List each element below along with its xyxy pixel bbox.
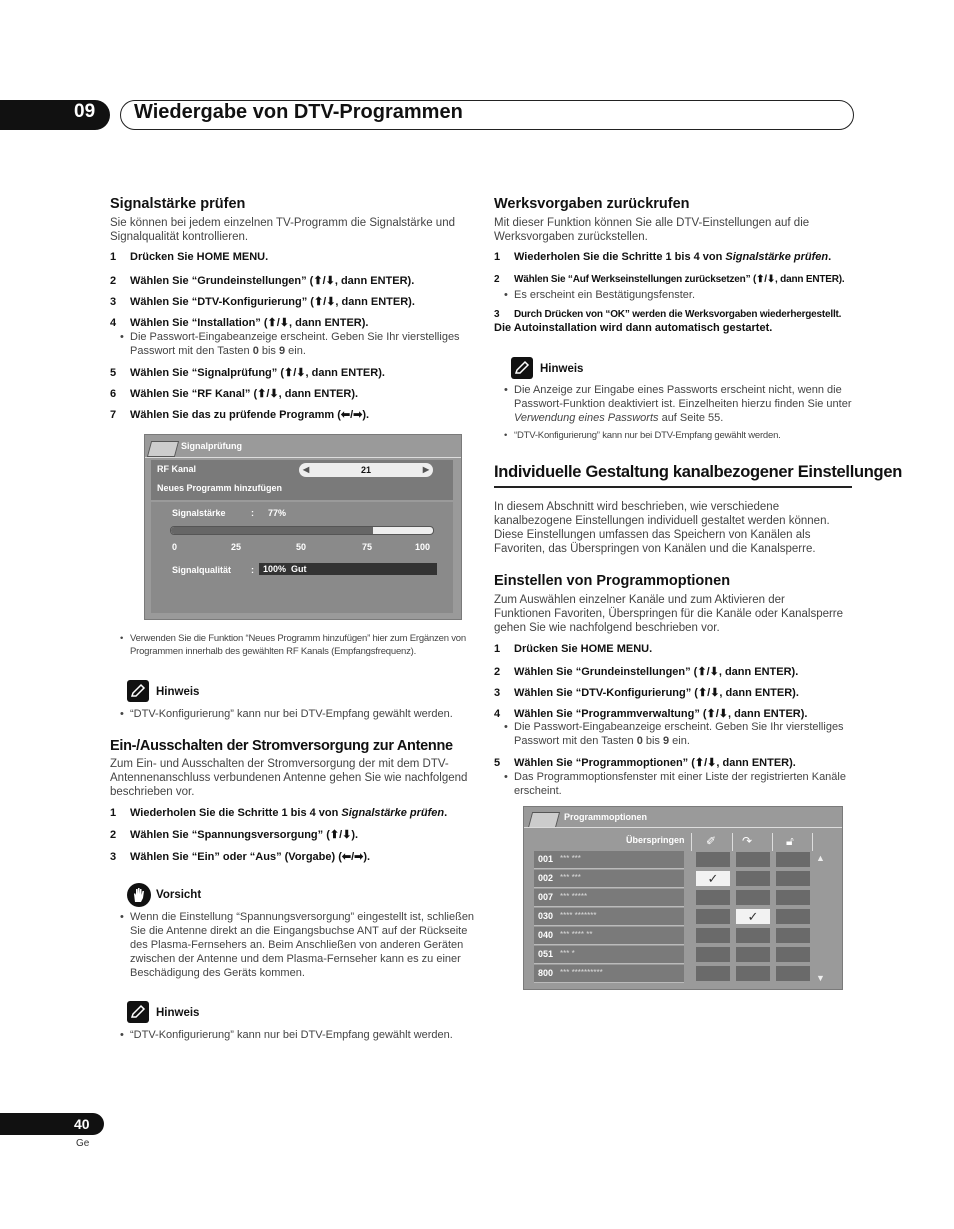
step-number: 3 bbox=[110, 851, 117, 863]
chapter-number: 09 bbox=[74, 101, 96, 122]
step-item bbox=[494, 686, 799, 699]
bullet-item: • Verwenden Sie die Funktion “Neues Programm hinzufügen” hier zum Ergänzen von Programmen innerhalb des gewählten RF Kanals (Empfangsfrequenz). bbox=[120, 632, 480, 658]
strength-label: Signalstärke bbox=[172, 508, 226, 518]
program-label-cell bbox=[534, 927, 684, 945]
section-title-antenna: Ein-/Ausschalten der Stromversorgung zur Antenne bbox=[110, 738, 453, 754]
bullet-text: bis bbox=[642, 735, 663, 747]
step-text: Drücken Sie HOME MENU. bbox=[514, 643, 653, 655]
section-intro: Sie können bei jedem einzelnen TV-Programm die Signalstärke und Signalqualität kontrollieren. bbox=[110, 217, 455, 243]
strength-value: 77% bbox=[268, 508, 287, 518]
bullet-text: ein. bbox=[669, 735, 690, 747]
section-title-channel-settings: Individuelle Gestaltung kanalbezogener Einstellungen bbox=[494, 463, 902, 481]
lock-cell[interactable] bbox=[776, 852, 810, 867]
step-number: 3 bbox=[494, 687, 501, 699]
note-title: Hinweis bbox=[156, 686, 200, 698]
step-text: Wählen Sie “Programmverwaltung” (⬆/⬇, dann ENTER). bbox=[514, 708, 808, 720]
step-item bbox=[110, 828, 358, 841]
bullet-item: • Das Programmoptionsfenster mit einer Liste der registrierten Kanäle erscheint. bbox=[504, 770, 854, 798]
channel-number: 800 bbox=[538, 968, 554, 978]
step-number: 4 bbox=[494, 708, 501, 720]
rf-channel-value: 21 bbox=[360, 465, 371, 475]
step-item bbox=[110, 807, 447, 819]
bullet-text: Die Passwort-Eingabeanzeige erscheint. Geben Sie Ihr vierstelliges Passwort mit den Tasten bbox=[130, 331, 460, 357]
step-item bbox=[110, 251, 268, 263]
bullet-key: 9 bbox=[279, 345, 286, 357]
section-intro: Zum Ein- und Ausschalten der Stromversorgung der mit dem DTV-Antennenanschluss verbundenen Antenne gehen Sie wie nachfolgend beschrieben vor. bbox=[110, 758, 468, 798]
step-item bbox=[110, 295, 415, 308]
program-row[interactable] bbox=[534, 851, 824, 869]
channel-number: 030 bbox=[538, 911, 554, 921]
step-text: Wählen Sie “Installation” (⬆/⬇, dann ENTER). bbox=[130, 317, 369, 329]
channel-name: **** ******* bbox=[560, 911, 597, 920]
step-number: 5 bbox=[494, 757, 501, 769]
step-number: 1 bbox=[494, 643, 501, 655]
page-number: 40 bbox=[74, 1116, 90, 1132]
step-text: Wiederholen Sie die Schritte 1 bis 4 von bbox=[130, 807, 342, 819]
arrow-right-icon[interactable]: ▶ bbox=[422, 465, 429, 474]
skip-column-header: Überspringen bbox=[626, 835, 685, 845]
program-row[interactable] bbox=[534, 908, 824, 926]
program-options-screen bbox=[523, 806, 843, 990]
bullet-item bbox=[504, 383, 860, 425]
bullet-text: Die Passwort-Eingabeanzeige erscheint. Geben Sie Ihr vierstelliges Passwort mit den Tasten bbox=[514, 721, 844, 747]
scroll-up-icon[interactable]: ▲ bbox=[816, 853, 825, 863]
skip-cell[interactable] bbox=[736, 871, 770, 886]
chapter-title: Wiedergabe von DTV-Programmen bbox=[134, 101, 463, 123]
caution-title: Vorsicht bbox=[156, 889, 202, 901]
section-intro: In diesem Abschnitt wird beschrieben, wie verschiedene kanalbezogene Einstellungen individuell gestaltet werden können. Diese Einstellungen umfassen das Speichern von Kanälen als Favoriten, das Überspringen von Kanälen und die Kanalsperre. bbox=[494, 501, 830, 555]
step-text: Durch Drücken von “OK” werden die Werksvorgaben wiederhergestellt. bbox=[514, 309, 842, 320]
channel-number: 040 bbox=[538, 930, 554, 940]
strength-sep: : bbox=[251, 508, 254, 518]
step-item bbox=[494, 251, 831, 263]
program-row[interactable] bbox=[534, 965, 824, 983]
skip-cell[interactable]: ✓ bbox=[736, 909, 770, 924]
step-item bbox=[494, 707, 807, 720]
favorite-cell[interactable]: ✓ bbox=[696, 871, 730, 886]
channel-name: *** * bbox=[560, 949, 575, 958]
step-number: 1 bbox=[110, 251, 117, 263]
bullet-text: auf Seite 55. bbox=[658, 412, 724, 424]
channel-number: 002 bbox=[538, 873, 554, 883]
program-row[interactable] bbox=[534, 889, 824, 907]
step-number: 2 bbox=[494, 274, 500, 285]
step-text: . bbox=[828, 251, 832, 263]
channel-name: *** *** bbox=[560, 873, 581, 882]
lock-icon: 🔓︎ bbox=[786, 834, 794, 848]
divider bbox=[145, 457, 461, 458]
step-text: Wählen Sie “Spannungsversorgung” (⬆/⬇). bbox=[130, 829, 359, 841]
section-title-program-options: Einstellen von Programmoptionen bbox=[494, 573, 731, 589]
tv-icon bbox=[147, 441, 179, 457]
quality-value: 100% Gut bbox=[259, 563, 437, 575]
screen-tab-title: Programmoptionen bbox=[564, 812, 648, 822]
step-item bbox=[494, 309, 841, 320]
step-number: 2 bbox=[110, 275, 117, 287]
step-text: Wählen Sie “Auf Werkseinstellungen zurücksetzen” (⬆/⬇, dann ENTER). bbox=[514, 274, 845, 285]
channel-number: 007 bbox=[538, 892, 554, 902]
program-label-cell bbox=[534, 965, 684, 983]
scroll-down-icon[interactable]: ▼ bbox=[816, 973, 825, 983]
skip-cell[interactable] bbox=[736, 966, 770, 981]
skip-cell[interactable] bbox=[736, 947, 770, 962]
step-item bbox=[494, 643, 652, 655]
favorite-cell[interactable] bbox=[696, 947, 730, 962]
rf-panel bbox=[151, 460, 453, 500]
step-item bbox=[110, 387, 358, 400]
divider bbox=[524, 827, 842, 828]
divider bbox=[732, 833, 733, 851]
arrow-left-icon[interactable]: ◀ bbox=[303, 465, 310, 474]
program-label-cell bbox=[534, 889, 684, 907]
lock-cell[interactable] bbox=[776, 966, 810, 981]
lock-cell[interactable] bbox=[776, 890, 810, 905]
quality-sep: : bbox=[251, 565, 254, 575]
lock-cell[interactable] bbox=[776, 928, 810, 943]
step-text: Wählen Sie “DTV-Konfigurierung” (⬆/⬇, dann ENTER). bbox=[514, 687, 799, 699]
screen-tab-title: Signalprüfung bbox=[181, 441, 242, 451]
step-number: 2 bbox=[494, 666, 501, 678]
step-number: 6 bbox=[110, 388, 117, 400]
note-title: Hinweis bbox=[540, 363, 584, 375]
scale-100: 100 bbox=[415, 542, 431, 552]
signal-panel bbox=[151, 502, 453, 613]
rf-channel-selector[interactable] bbox=[299, 463, 433, 477]
note-icon bbox=[511, 357, 533, 379]
skip-cell[interactable] bbox=[736, 852, 770, 867]
bullet-key: 0 bbox=[636, 735, 643, 747]
lock-cell[interactable] bbox=[776, 909, 810, 924]
step-number: 3 bbox=[494, 309, 500, 320]
favorite-cell[interactable] bbox=[696, 966, 730, 981]
step-item bbox=[110, 316, 368, 329]
step-number: 1 bbox=[110, 807, 117, 819]
channel-number: 051 bbox=[538, 949, 554, 959]
step-number: 2 bbox=[110, 829, 117, 841]
channel-name: *** ***** bbox=[560, 892, 588, 901]
bullet-text: Die Anzeige zur Eingabe eines Passworts erscheint nicht, wenn die Passwort-Funktion deaktiviert ist. Einzelheiten hierzu finden Sie unter bbox=[514, 384, 852, 410]
step-text: Wählen Sie das zu prüfende Programm (⬅/➡). bbox=[130, 409, 370, 421]
step-text: Wiederholen Sie die Schritte 1 bis 4 von bbox=[514, 251, 726, 263]
program-label-cell bbox=[534, 946, 684, 964]
step-number: 4 bbox=[110, 317, 117, 329]
bullet-reference: Verwendung eines Passworts bbox=[514, 412, 659, 424]
section-intro: Mit dieser Funktion können Sie alle DTV-Einstellungen auf die Werksvorgaben zurückstellen. bbox=[494, 217, 810, 243]
lock-cell[interactable] bbox=[776, 947, 810, 962]
favorite-cell[interactable] bbox=[696, 928, 730, 943]
channel-number: 001 bbox=[538, 854, 554, 864]
step-text: Wählen Sie “DTV-Konfigurierung” (⬆/⬇, dann ENTER). bbox=[130, 296, 415, 308]
bullet-item bbox=[504, 720, 854, 748]
section-title-signal: Signalstärke prüfen bbox=[110, 196, 246, 212]
skip-icon: ↷ bbox=[742, 834, 753, 848]
add-program-button[interactable]: Neues Programm hinzufügen bbox=[157, 483, 283, 493]
divider bbox=[691, 833, 692, 851]
step-number: 7 bbox=[110, 409, 117, 421]
step-item bbox=[110, 850, 370, 863]
bullet-text: bis bbox=[258, 345, 279, 357]
step-text: . bbox=[444, 807, 448, 819]
scale-75: 75 bbox=[362, 542, 373, 552]
program-row[interactable] bbox=[534, 870, 824, 888]
step-text: Wählen Sie “Signalprüfung” (⬆/⬇, dann ENTER). bbox=[130, 367, 385, 379]
skip-cell[interactable] bbox=[736, 928, 770, 943]
step-reference: Signalstärke prüfen bbox=[341, 807, 445, 819]
scale-0: 0 bbox=[172, 542, 178, 552]
step-text: Wählen Sie “Grundeinstellungen” (⬆/⬇, dann ENTER). bbox=[514, 666, 799, 678]
note-title: Hinweis bbox=[156, 1007, 200, 1019]
channel-name: *** *** bbox=[560, 854, 581, 863]
bullet-item: • “DTV-Konfigurierung” kann nur bei DTV-Empfang gewählt werden. bbox=[120, 707, 482, 721]
favorite-icon: ✐ bbox=[706, 834, 717, 848]
strength-bar-fill bbox=[171, 527, 373, 534]
bullet-item: • Wenn die Einstellung “Spannungsversorgung” eingestellt ist, schließen Sie die Antenne direkt an die Eingangsbuchse ANT auf der Rückseite des Plasma-Fernsehers an. Beim Anschließen von anderen Geräten zwischen der Antenne und dem Plasma-Fernseher kann es zu einer Beschädigung des Geräts kommen. bbox=[120, 910, 480, 980]
section-title-factory: Werksvorgaben zurückrufen bbox=[494, 196, 690, 212]
step-text: Wählen Sie “RF Kanal” (⬆/⬇, dann ENTER). bbox=[130, 388, 359, 400]
step-item bbox=[494, 665, 798, 678]
program-row[interactable] bbox=[534, 946, 824, 964]
favorite-cell[interactable] bbox=[696, 909, 730, 924]
step-item bbox=[110, 408, 369, 421]
favorite-cell[interactable] bbox=[696, 890, 730, 905]
skip-cell[interactable] bbox=[736, 890, 770, 905]
strength-bar bbox=[170, 526, 434, 535]
rf-label: RF Kanal bbox=[157, 464, 197, 474]
step-text: Wählen Sie “Programmoptionen” (⬆/⬇, dann ENTER). bbox=[514, 757, 796, 769]
note-icon bbox=[127, 1001, 149, 1023]
bullet-item: • “DTV-Konfigurierung” kann nur bei DTV-Empfang gewählt werden. bbox=[504, 429, 860, 442]
bullet-key: 9 bbox=[663, 735, 670, 747]
channel-name: *** **** ** bbox=[560, 930, 593, 939]
step-item bbox=[494, 274, 844, 285]
step-text: Wählen Sie “Grundeinstellungen” (⬆/⬇, dann ENTER). bbox=[130, 275, 415, 287]
scale-50: 50 bbox=[296, 542, 307, 552]
bullet-item bbox=[120, 330, 470, 358]
step-item bbox=[110, 274, 414, 287]
lock-cell[interactable] bbox=[776, 871, 810, 886]
step-text: Wählen Sie “Ein” oder “Aus” (Vorgabe) (⬅/➡). bbox=[130, 851, 371, 863]
step-number: 5 bbox=[110, 367, 117, 379]
favorite-cell[interactable] bbox=[696, 852, 730, 867]
caution-hand-icon bbox=[127, 883, 151, 907]
program-label-cell bbox=[534, 870, 684, 888]
tv-icon bbox=[528, 812, 560, 828]
program-label-cell bbox=[534, 851, 684, 869]
section-intro: Zum Auswählen einzelner Kanäle und zum Aktivieren der Funktionen Favoriten, Überspringen für die Kanäle oder Kanalsperre gehen Sie wie nachfolgend beschrieben vor. bbox=[494, 594, 844, 634]
section-rule bbox=[494, 486, 852, 488]
quality-label: Signalqualität bbox=[172, 565, 232, 575]
program-row[interactable] bbox=[534, 927, 824, 945]
note-icon bbox=[127, 680, 149, 702]
bullet-key: 0 bbox=[252, 345, 259, 357]
step-continuation: Die Autoinstallation wird dann automatisch gestartet. bbox=[494, 322, 773, 334]
divider bbox=[772, 833, 773, 851]
step-text: Drücken Sie HOME MENU. bbox=[130, 251, 269, 263]
language-code: Ge bbox=[76, 1138, 90, 1149]
step-item bbox=[110, 366, 385, 379]
bullet-item: • Es erscheint ein Bestätigungsfenster. bbox=[504, 288, 854, 302]
bullet-text: ein. bbox=[285, 345, 306, 357]
step-number: 1 bbox=[494, 251, 501, 263]
divider bbox=[812, 833, 813, 851]
bullet-item: • “DTV-Konfigurierung” kann nur bei DTV-Empfang gewählt werden. bbox=[120, 1028, 482, 1042]
step-item bbox=[494, 756, 796, 769]
signal-check-screen bbox=[144, 434, 462, 620]
scale-25: 25 bbox=[231, 542, 242, 552]
program-label-cell bbox=[534, 908, 684, 926]
step-number: 3 bbox=[110, 296, 117, 308]
program-list bbox=[534, 851, 824, 985]
step-reference: Signalstärke prüfen bbox=[725, 251, 829, 263]
channel-name: *** ********** bbox=[560, 968, 603, 977]
